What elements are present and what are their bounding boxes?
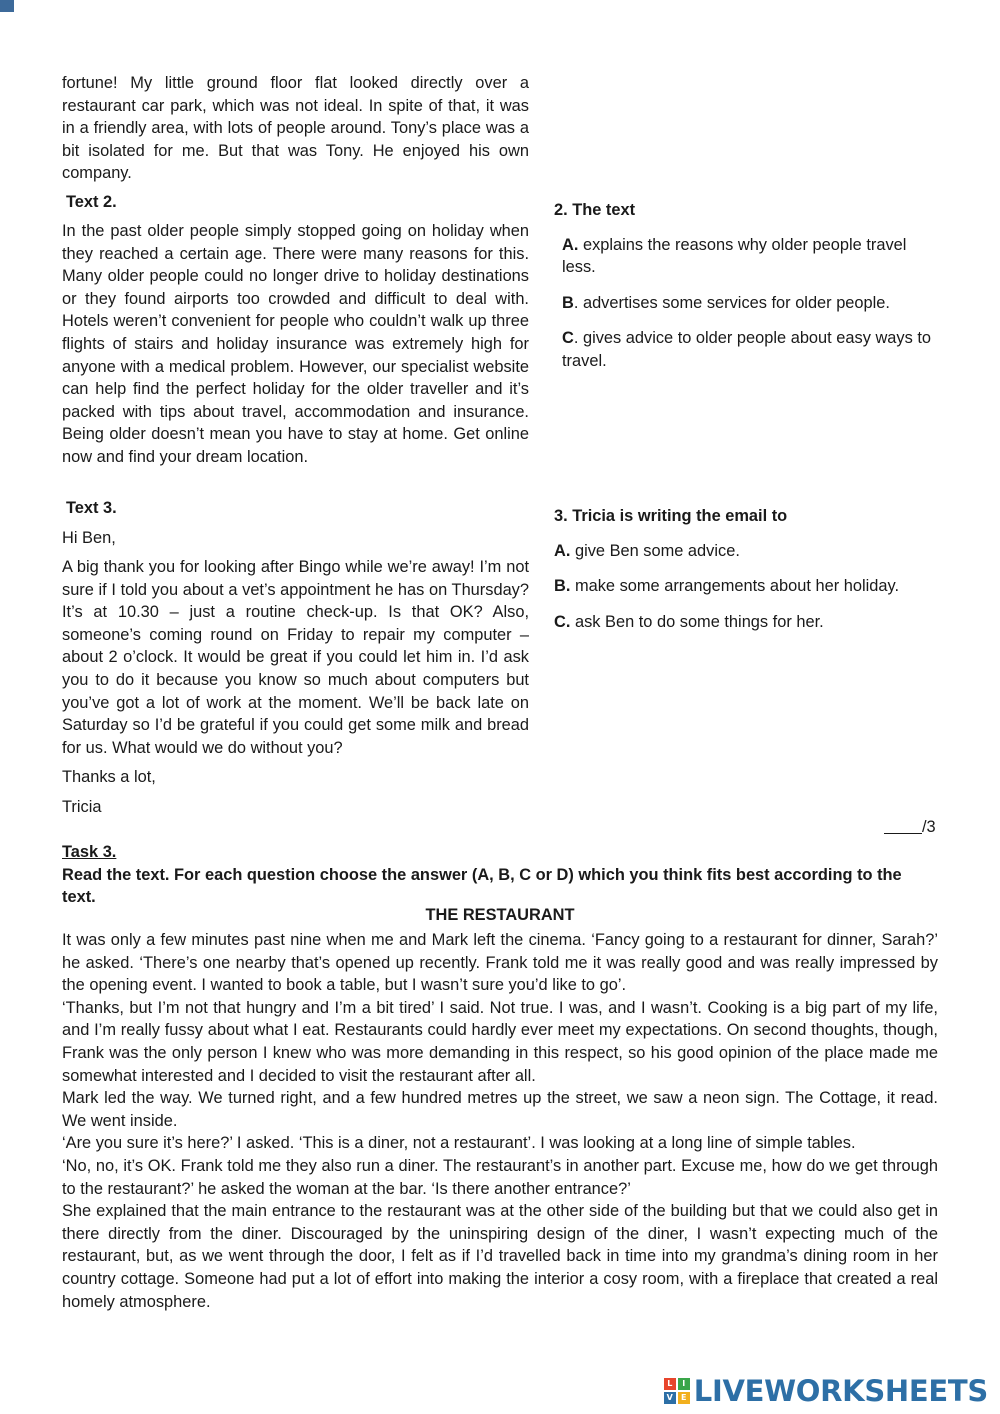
text3-signature: Tricia <box>62 798 102 816</box>
text2-heading: Text 2. <box>66 193 117 211</box>
story-body <box>62 929 938 1313</box>
question-3-option-a[interactable]: A. give Ben some advice. <box>554 541 740 560</box>
logo-text: LIVEWORKSHEETS <box>693 1374 988 1408</box>
question-2 <box>554 199 934 373</box>
logo-tile: L <box>664 1378 676 1390</box>
logo-icon <box>664 1378 690 1404</box>
story-paragraph: ‘Thanks, but I’m not that hungry and I’m a bit tired’ I said. Not true. I was, and I wasn’t. Cooking is a big part of my life, and I’m really fussy about what I eat. Restaurants could hardly ever meet my expectations. On second thoughts, though, Frank was the only person I knew who was more demanding in this respect, so his good opinion of the place made me somewhat interested and I decided to visit the restaurant after all. <box>62 998 938 1085</box>
text2-body <box>62 220 529 469</box>
text3-greeting: Hi Ben, <box>62 529 116 547</box>
corner-marker <box>0 0 14 12</box>
question-3-option-b[interactable]: B. make some arrangements about her holiday. <box>554 577 900 596</box>
text2-paragraph: In the past older people simply stopped going on holiday when they reached a certain age. There were many reasons for this. Many older people could no longer drive to holiday destinations or they found airports too crowded and difficult to deal with. Hotels weren’t convenient for people who couldn’t walk up three flights of stairs and holiday insurance was extremely high for anyone with a medical problem. However, our specialist website can help find the perfect holiday for the older traveller and it’s packed with tips about travel, accommodation and insurance. Being older doesn’t mean you have to stay at home. Get online now and find your dream location. <box>62 222 529 466</box>
story-paragraph: ‘Are you sure it’s here?’ I asked. ‘This is a diner, not a restaurant’. I was looking at a long line of simple tables. <box>62 1134 856 1153</box>
score-field[interactable] <box>884 818 936 837</box>
task-3-instruction: Read the text. For each question choose the answer (A, B, C or D) which you think fits best according to the text. <box>62 865 902 907</box>
score-blank[interactable] <box>884 818 922 834</box>
question-2-option-c[interactable]: C. gives advice to older people about easy ways to travel. <box>562 329 932 370</box>
text1-paragraph: fortune! My little ground floor flat looked directly over a restaurant car park, which was not ideal. In spite of that, it was in a friendly area, with lots of people around. Tony’s place was a bit isolated for me. But that was Tony. He enjoyed his own company. <box>62 74 529 183</box>
text1-ending <box>62 72 529 185</box>
text3-closing: Thanks a lot, <box>62 768 156 786</box>
question-3-option-c[interactable]: C. ask Ben to do some things for her. <box>554 612 824 631</box>
logo-tile: V <box>664 1392 676 1404</box>
story-paragraph: She explained that the main entrance to the restaurant was at the other side of the building but that we could also get in there directly from the diner. Discouraged by the uninspiring design of the diner, I wasn’t expecting much of the restaurant, but, as we went through the door, I felt as if I’d travelled back in time into my grandma’s dining room in her country cottage. Someone had put a lot of effort into making the interior a cosy room, with a fireplace that created a real homely atmosphere. <box>62 1202 938 1311</box>
text3-body <box>62 556 529 759</box>
logo-tile: E <box>678 1392 690 1404</box>
question-3-title: 3. Tricia is writing the email to <box>554 507 788 525</box>
question-3 <box>554 505 934 633</box>
question-2-title: 2. The text <box>554 201 636 219</box>
story-paragraph: Mark led the way. We turned right, and a few hundred metres up the street, we saw a neon sign. The Cottage, it read. We went inside. <box>62 1089 938 1130</box>
liveworksheets-logo <box>664 1376 988 1406</box>
story-paragraph: It was only a few minutes past nine when me and Mark left the cinema. ‘Fancy going to a restaurant for dinner, Sarah?’ he asked. ‘There’s one nearby that’s opened up recently. Frank told me it was really good and was really impressed by the opening event. I wanted to book a table, but I wasn’t sure you’d like to go’. <box>62 931 938 995</box>
story-paragraph: ‘No, no, it’s OK. Frank told me they also run a diner. The restaurant’s in another part. Excuse me, how do we get through to the restaurant?’ he asked the woman at the bar. ‘Is there another entrance?’ <box>62 1156 938 1198</box>
score-total: /3 <box>922 818 936 836</box>
logo-tile: I <box>678 1378 690 1390</box>
task-3-header <box>62 841 938 909</box>
text3-paragraph: A big thank you for looking after Bingo while we’re away! I’m not sure if I told you about a vet’s appointment he has on Thursday? It’s at 10.30 – just a routine check-up. Is that OK? Also, someone’s coming round on Friday to repair my computer – about 2 o’clock. It would be great if you could let him in. I’d ask you to do it because you know so much about computers but you’ve got a lot of work at the moment. We’ll be back late on Saturday so I’d be grateful if you could get some milk and bread for us. What would we do without you? <box>62 558 529 757</box>
question-2-option-a[interactable]: A. explains the reasons why older people travel less. <box>562 235 907 277</box>
text3-heading: Text 3. <box>66 499 117 517</box>
story-title: THE RESTAURANT <box>425 906 575 924</box>
task-3-title: Task 3. <box>62 843 117 861</box>
question-2-option-b[interactable]: B. advertises some services for older people. <box>562 293 890 312</box>
